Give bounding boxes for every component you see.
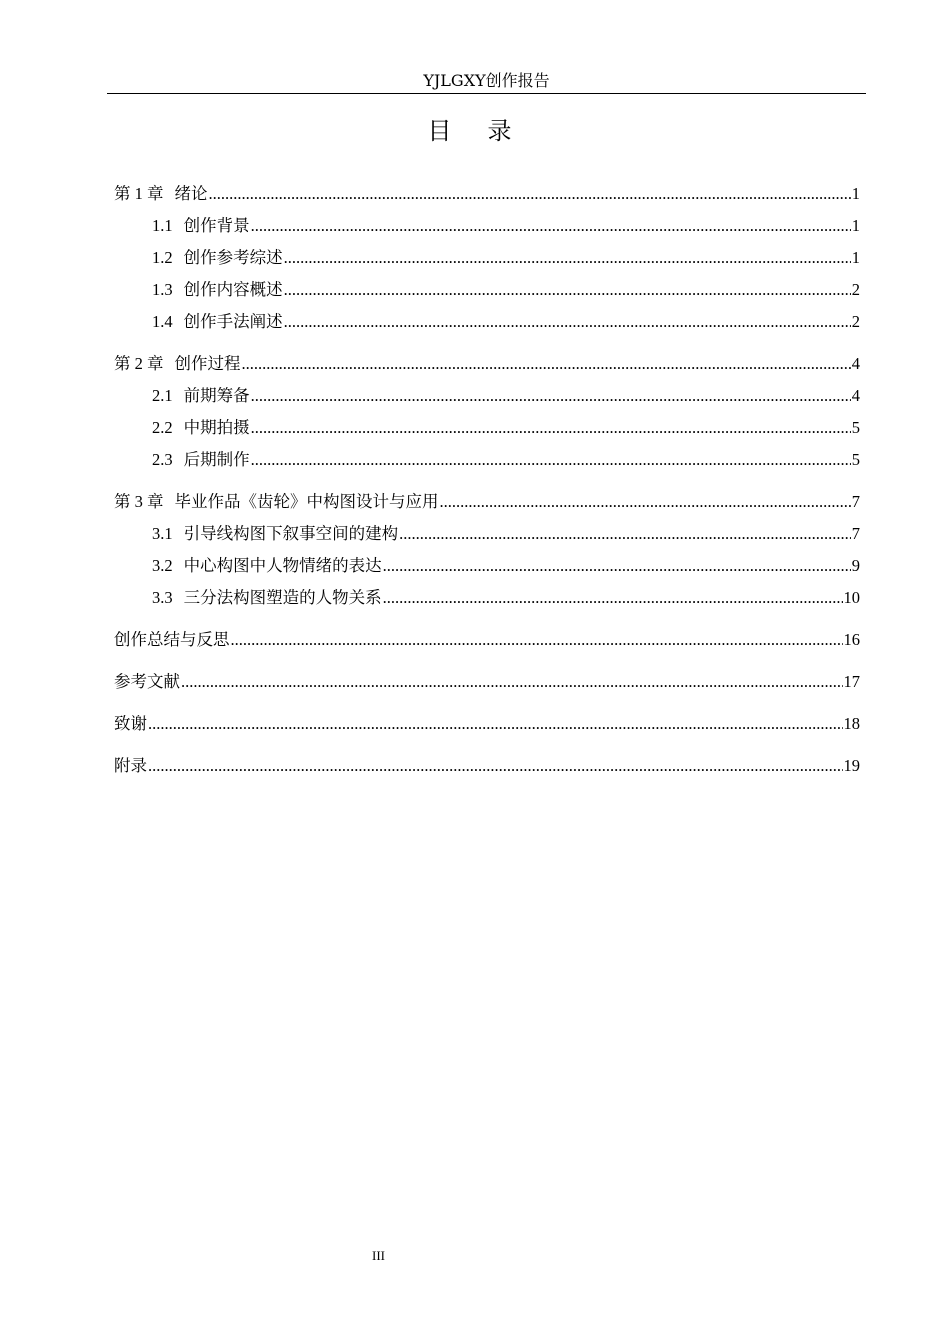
toc-entry[interactable] bbox=[114, 582, 860, 614]
toc-entry-label: 三分法构图塑造的人物关系 bbox=[183, 588, 382, 607]
toc-entry-label: 致谢 bbox=[114, 714, 147, 733]
page-title: 目录 bbox=[427, 117, 548, 145]
toc-entry[interactable] bbox=[114, 550, 860, 582]
toc-entry-label: 创作总结与反思 bbox=[114, 630, 230, 649]
toc-dot-leader bbox=[251, 444, 851, 476]
toc-entry[interactable] bbox=[114, 624, 860, 656]
toc-entry-label: 创作背景 bbox=[183, 216, 250, 235]
toc-entry[interactable] bbox=[114, 380, 860, 412]
toc-entry-number: 1.4 bbox=[152, 312, 173, 331]
toc-entry[interactable] bbox=[114, 518, 860, 550]
toc-dot-leader bbox=[284, 274, 851, 306]
toc-dot-leader bbox=[181, 666, 843, 698]
toc-entry-page: 2 bbox=[851, 280, 860, 299]
toc-entry-page: 5 bbox=[851, 450, 860, 469]
toc-dot-leader bbox=[284, 242, 851, 274]
toc-dot-leader bbox=[209, 178, 851, 210]
toc-entry[interactable] bbox=[114, 274, 860, 306]
toc-entry-label: 附录 bbox=[114, 756, 147, 775]
toc-entry-page: 4 bbox=[851, 354, 860, 373]
page-header: YJLGXY创作报告 bbox=[423, 71, 550, 90]
toc-entry-label: 创作内容概述 bbox=[183, 280, 283, 299]
toc-entry[interactable] bbox=[114, 708, 860, 740]
toc-dot-leader bbox=[399, 518, 851, 550]
toc-dot-leader bbox=[251, 380, 851, 412]
toc-entry-page: 4 bbox=[851, 386, 860, 405]
toc-entry[interactable] bbox=[114, 210, 860, 242]
table-of-contents bbox=[114, 178, 860, 782]
toc-entry-label: 创作过程 bbox=[174, 354, 241, 373]
toc-entry-page: 1 bbox=[851, 248, 860, 267]
toc-entry[interactable] bbox=[114, 444, 860, 476]
toc-entry-number: 1.3 bbox=[152, 280, 173, 299]
toc-entry-page: 2 bbox=[851, 312, 860, 331]
toc-entry-label: 绪论 bbox=[174, 184, 208, 203]
toc-entry[interactable] bbox=[114, 412, 860, 444]
toc-entry-page: 18 bbox=[843, 714, 860, 733]
toc-entry-number: 第 3 章 bbox=[114, 492, 164, 511]
toc-entry-number: 3.1 bbox=[152, 524, 173, 543]
toc-entry-page: 1 bbox=[851, 216, 860, 235]
toc-dot-leader bbox=[251, 210, 851, 242]
toc-entry-number: 2.3 bbox=[152, 450, 173, 469]
toc-entry-page: 5 bbox=[851, 418, 860, 437]
toc-entry-page: 9 bbox=[851, 556, 860, 575]
toc-entry[interactable] bbox=[114, 348, 860, 380]
toc-entry-label: 创作参考综述 bbox=[183, 248, 283, 267]
toc-entry-number: 第 1 章 bbox=[114, 184, 164, 203]
toc-entry-label: 参考文献 bbox=[114, 672, 180, 691]
toc-entry[interactable] bbox=[114, 242, 860, 274]
toc-entry[interactable] bbox=[114, 306, 860, 338]
toc-entry-number: 3.3 bbox=[152, 588, 173, 607]
toc-entry-page: 16 bbox=[843, 630, 860, 649]
header-rule bbox=[107, 93, 866, 94]
toc-entry-page: 1 bbox=[851, 184, 860, 203]
toc-entry-number: 2.1 bbox=[152, 386, 173, 405]
toc-entry[interactable] bbox=[114, 666, 860, 698]
toc-entry-number: 1.1 bbox=[152, 216, 173, 235]
toc-entry-label: 中心构图中人物情绪的表达 bbox=[183, 556, 382, 575]
toc-entry-label: 前期筹备 bbox=[183, 386, 250, 405]
toc-dot-leader bbox=[383, 582, 843, 614]
toc-entry-page: 17 bbox=[843, 672, 860, 691]
toc-dot-leader bbox=[148, 750, 843, 782]
toc-entry-number: 2.2 bbox=[152, 418, 173, 437]
page-number: III bbox=[372, 1248, 385, 1263]
toc-entry[interactable] bbox=[114, 178, 860, 210]
toc-entry-page: 7 bbox=[851, 524, 860, 543]
toc-dot-leader bbox=[242, 348, 851, 380]
toc-dot-leader bbox=[440, 486, 851, 518]
toc-entry-number: 1.2 bbox=[152, 248, 173, 267]
toc-entry-page: 7 bbox=[851, 492, 860, 511]
toc-dot-leader bbox=[251, 412, 851, 444]
toc-entry-label: 中期拍摄 bbox=[183, 418, 250, 437]
toc-entry[interactable] bbox=[114, 486, 860, 518]
toc-dot-leader bbox=[148, 708, 843, 740]
toc-entry-label: 毕业作品《齿轮》中构图设计与应用 bbox=[174, 492, 439, 511]
toc-dot-leader bbox=[231, 624, 843, 656]
toc-entry-page: 10 bbox=[843, 588, 860, 607]
toc-entry-label: 引导线构图下叙事空间的建构 bbox=[183, 524, 399, 543]
toc-dot-leader bbox=[284, 306, 851, 338]
toc-entry[interactable] bbox=[114, 750, 860, 782]
toc-dot-leader bbox=[383, 550, 851, 582]
toc-entry-number: 第 2 章 bbox=[114, 354, 164, 373]
toc-entry-number: 3.2 bbox=[152, 556, 173, 575]
toc-entry-label: 后期制作 bbox=[183, 450, 250, 469]
toc-entry-page: 19 bbox=[843, 756, 860, 775]
toc-entry-label: 创作手法阐述 bbox=[183, 312, 283, 331]
